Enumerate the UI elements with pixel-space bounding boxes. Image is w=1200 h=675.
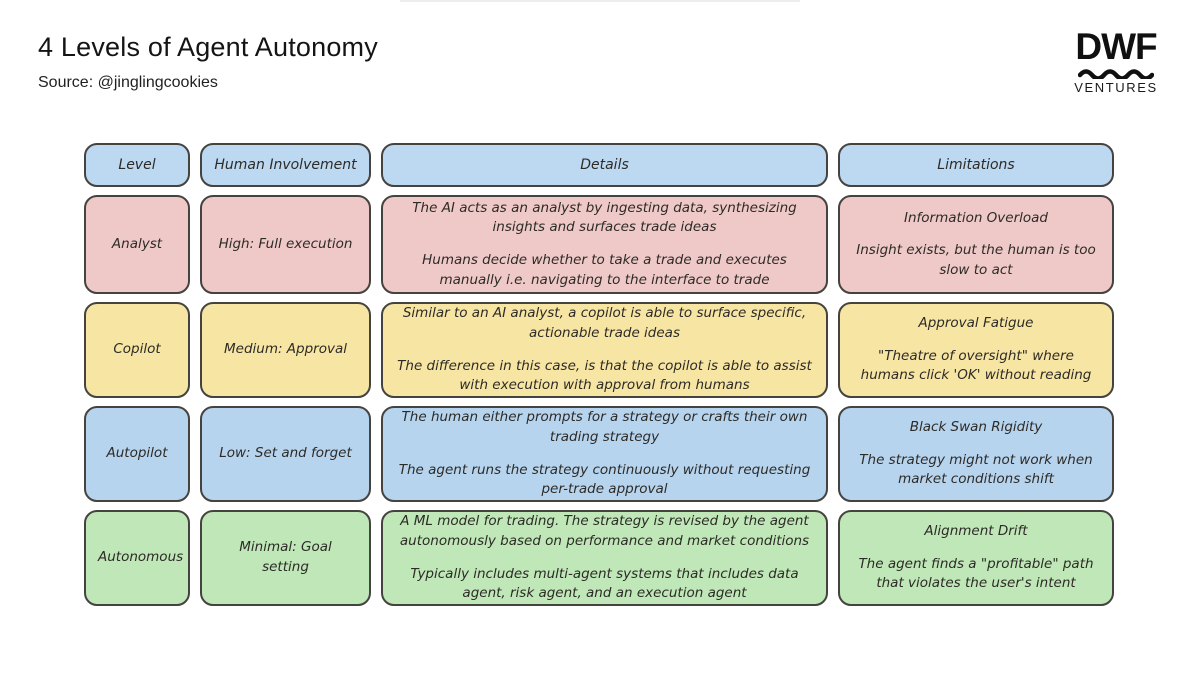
human-involvement-cell-analyst bbox=[200, 195, 371, 294]
level-cell-autonomous bbox=[84, 510, 190, 606]
limitation-title: Alignment Drift bbox=[924, 523, 1028, 540]
details-paragraph: Typically includes multi-agent systems that includes data agent, risk agent, and an execution agent bbox=[410, 565, 799, 602]
limitation-title: Information Overload bbox=[904, 209, 1048, 226]
limitation-title: Approval Fatigue bbox=[918, 315, 1034, 332]
human-involvement-label: High: Full execution bbox=[218, 235, 353, 252]
source-credit: Source: @jinglingcookies bbox=[38, 74, 218, 91]
column-header-label: Level bbox=[118, 156, 156, 173]
limitation-detail: The strategy might not work when market conditions shift bbox=[859, 451, 1093, 488]
details-cell-analyst bbox=[381, 195, 828, 294]
limitation-title: Black Swan Rigidity bbox=[909, 419, 1043, 436]
column-header-human-involvement bbox=[200, 143, 371, 187]
dwf-ventures-logo bbox=[1070, 28, 1162, 95]
limitations-cell-autopilot bbox=[838, 406, 1114, 502]
details-cell-autopilot bbox=[381, 406, 828, 502]
limitations-cell-analyst bbox=[838, 195, 1114, 294]
column-header-label: Details bbox=[580, 156, 629, 173]
logo-subtitle: VENTURES bbox=[1074, 80, 1158, 95]
top-edge-line bbox=[400, 0, 800, 2]
human-involvement-label: Medium: Approval bbox=[223, 341, 348, 358]
human-involvement-cell-autopilot bbox=[200, 406, 371, 502]
level-label: Copilot bbox=[113, 341, 161, 358]
column-header-details bbox=[381, 143, 828, 187]
column-header-label: Human Involvement bbox=[214, 156, 357, 173]
logo-wordmark: DWF bbox=[1075, 26, 1157, 67]
details-paragraph: The AI acts as an analyst by ingesting data, synthesizing insights and surfaces trade ideas bbox=[412, 199, 797, 236]
autonomy-levels-table bbox=[84, 143, 1114, 606]
human-involvement-cell-copilot bbox=[200, 302, 371, 398]
details-paragraph: A ML model for trading. The strategy is revised by the agent autonomously based on performance and market conditions bbox=[399, 513, 810, 549]
limitation-detail: Insight exists, but the human is too slow to act bbox=[856, 242, 1096, 278]
column-header-label: Limitations bbox=[937, 156, 1015, 173]
details-paragraph: The human either prompts for a strategy or crafts their own trading strategy bbox=[401, 409, 808, 445]
details-paragraph: Similar to an AI analyst, a copilot is able to surface specific, actionable trade ideas bbox=[402, 305, 807, 341]
limitations-cell-autonomous bbox=[838, 510, 1114, 606]
limitation-detail: The agent finds a "profitable" path that violates the user's intent bbox=[858, 555, 1094, 592]
details-paragraph: The difference in this case, is that the copilot is able to assist with execution with approval from humans bbox=[397, 357, 812, 394]
details-cell-copilot bbox=[381, 302, 828, 398]
column-header-limitations bbox=[838, 143, 1114, 187]
column-header-level bbox=[84, 143, 190, 187]
human-involvement-label: Low: Set and forget bbox=[219, 445, 352, 462]
level-cell-analyst bbox=[84, 195, 190, 294]
limitation-detail: "Theatre of oversight" where humans click 'OK' without reading bbox=[860, 347, 1092, 384]
level-cell-copilot bbox=[84, 302, 190, 398]
human-involvement-label: Minimal: Goal setting bbox=[239, 539, 332, 575]
level-label: Autopilot bbox=[106, 445, 168, 462]
details-paragraph: The agent runs the strategy continuously without requesting per-trade approval bbox=[398, 461, 811, 498]
level-label: Autonomous bbox=[98, 549, 184, 566]
details-paragraph: Humans decide whether to take a trade and executes manually i.e. navigating to the interface to trade bbox=[422, 252, 787, 288]
level-cell-autopilot bbox=[84, 406, 190, 502]
limitations-cell-copilot bbox=[838, 302, 1114, 398]
human-involvement-cell-autonomous bbox=[200, 510, 371, 606]
page-title: 4 Levels of Agent Autonomy bbox=[38, 32, 378, 62]
level-label: Analyst bbox=[111, 235, 163, 252]
details-cell-autonomous bbox=[381, 510, 828, 606]
wave-icon bbox=[1078, 67, 1154, 79]
